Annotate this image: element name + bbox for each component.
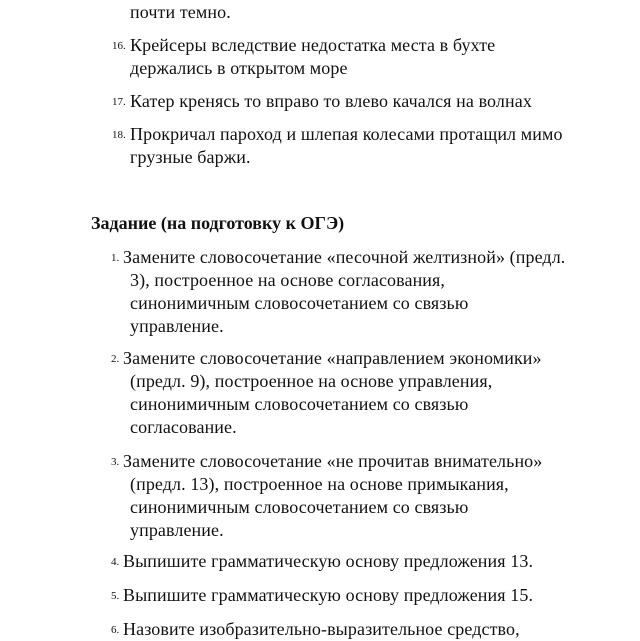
task-number: 5. (111, 590, 120, 602)
task-number: 1. (111, 252, 120, 264)
task-number: 4. (111, 556, 120, 568)
task-line: управление. (130, 316, 224, 336)
task-line: управление. (130, 520, 224, 540)
sentence-line: держались в открытом море (130, 58, 348, 78)
task-line: синонимичным словосочетанием со связью (130, 497, 469, 517)
task-line: Замените словосочетание «направлением экономики» (123, 348, 542, 368)
task-line: Назовите изобразительно-выразительное средство, (123, 619, 520, 639)
task-line: Замените словосочетание «не прочитав внимательно» (123, 451, 543, 471)
task-heading: Задание (на подготовку к ОГЭ) (91, 213, 345, 233)
sentence-line: Крейсеры вследствие недостатка места в бухте (130, 35, 496, 55)
sentence-line: Катер кренясь то вправо то влево качался на волнах (130, 91, 532, 111)
sentence-number: 17. (112, 96, 126, 108)
task-line: (предл. 13), построенное на основе примыкания, (130, 474, 509, 494)
sentence-line: Прокричал пароход и шлепая колесами протащил мимо (130, 124, 563, 144)
sentence-line: грузные баржи. (130, 147, 251, 167)
task-line: (предл. 9), построенное на основе управления, (130, 371, 493, 391)
task-line: Выпишите грамматическую основу предложения 15. (123, 585, 534, 605)
sentence-number: 16. (112, 40, 126, 52)
task-line: согласование. (130, 417, 237, 437)
task-line: 3), построенное на основе согласования, (130, 270, 446, 290)
task-number: 2. (111, 353, 120, 365)
task-line: Выпишите грамматическую основу предложения 13. (123, 551, 534, 571)
task-line: синонимичным словосочетанием со связью (130, 293, 469, 313)
task-line: Замените словосочетание «песочной желтизной» (предл. (123, 247, 566, 267)
task-line: синонимичным словосочетанием со связью (130, 394, 469, 414)
task-number: 6. (111, 624, 120, 636)
intro-fragment: почти темно. (130, 2, 231, 22)
task-number: 3. (111, 456, 120, 468)
sentence-number: 18. (112, 129, 126, 141)
